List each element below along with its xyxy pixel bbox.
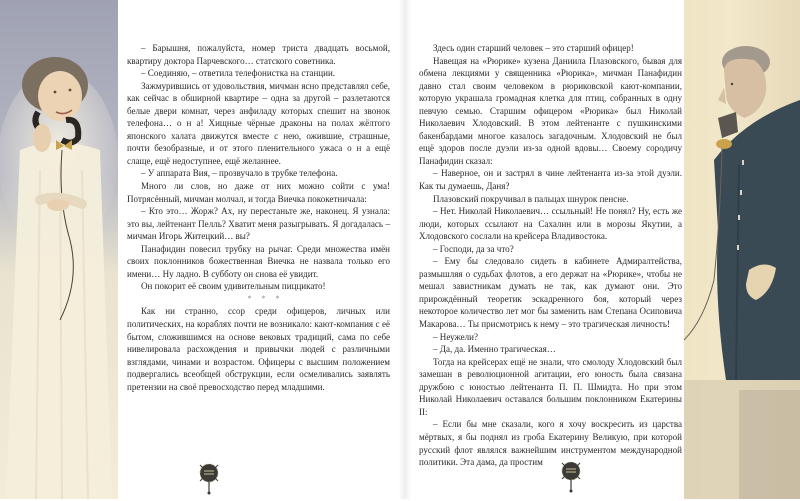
paragraph: – Нет. Николай Николаевич… ссыльный! Не понял? Ну, есть же люди, которых ссылают на Сахалин или в морозы Якутии, а Хлодовского сослали на крейсера Владивостока. <box>419 206 682 242</box>
paragraph: – Да, да. Именно трагическая… <box>433 344 556 355</box>
paragraph: – Наверное, он и застрял в чине лейтенанта из-за этой дуэли. Как ты думаешь, Даня? <box>419 168 682 192</box>
paragraph: Много ли слов, но даже от них можно сойти с ума! Потрясённый, мичман молчал, и тогда Виечка пококетничала: <box>127 181 390 204</box>
paragraph: – Господи, да за что? <box>433 243 514 254</box>
right-page-text <box>419 42 682 469</box>
paragraph: – Соединяю, – ответила телефонистка на станции. <box>141 68 336 79</box>
paragraph: Тогда на крейсерах ещё не знали, что смолоду Хлодовский был замешан в революционной агитации, его юность была связана дружбою с юностью лейтенанта П. П. Шмидта. Но при этом Николай Николаевич оставался большим поклонником Екатерины II: <box>419 356 682 417</box>
paragraph: Плазовский покручивал в пальцах шнурок пенсне. <box>433 193 629 204</box>
paragraph: – Кто это… Жорж? Ах, ну перестаньте же, наконец. Я узнала: это вы, лейтенант Пелль? Хватит меня разыгрывать. Я догадалась – мичман Игорь Житецкий… вы? <box>127 206 390 242</box>
paragraph: – У аппарата Вия, – прозвучало в трубке телефона. <box>141 168 338 179</box>
paragraph: Панафидин повесил трубку на рычаг. Среди множества имён своих поклонников божественная Виечка не назвала только его имени… Ну ладно. В субботу он снова её увидит. <box>127 243 390 279</box>
paragraph: Здесь один старший человек – это старший офицер! <box>433 43 634 53</box>
section-separator: * * * <box>247 293 284 303</box>
paragraph: – Если бы мне сказали, кого я хочу воскресить из царства мёртвых, я бы поднял из гроба Екатерину Великую, при которой русский флот являлся важнейшим инструментом международной политики. Эта дама, да простим <box>419 419 682 468</box>
paragraph: Зажмурившись от удовольствия, мичман ясно представлял себе, как сейчас в обширной квартире – одна за другой – разлетаются белые двери комнат, через анфиладу которых спешит на звонок телефона… о н а! Хищные чёрные драконы на полах жёлтого японского халата движутся вместе с нею, ожившие, страшные, почти безобразные, и от этого пленительного ужаса о н а ещё слаще, ещё недоступнее, ещё желаннее. <box>127 80 390 166</box>
paragraph: Как ни странно, ссор среди офицеров, личных или политических, на кораблях почти не возникало: кают-компания с её бытом, сложившимся на основе вековых традиций, сама по себе нивелировала расхождения и привычки людей с различными взглядами, чинами и возрастом. Офицеры с высшим положением подвергались всеобщей обструкции, если осмеливались заявлять претензии на своё превосходство перед младшими. <box>127 306 390 392</box>
page-ornament-icon <box>560 460 582 494</box>
officer-with-telephone-icon <box>684 0 800 499</box>
paragraph: – Ему бы следовало сидеть в кабинете Адмиралтейства, размышляя о судьбах флотов, а его держат на «Рюрике», чтобы не мешал завистникам думать не так, как думают они. Это прирождённый теоретик эскадренного боя, который через некоторое количество лет мог бы заменить нам Степана Осиповича Макарова… Ты присмотрись к нему – это трагическая личность! <box>419 256 682 330</box>
woman-with-telephone-icon <box>0 0 118 499</box>
paragraph: Навещая на «Рюрике» кузена Даниила Плазовского, бывая для обмена лекциями у священника «Рюрика», мичман Панафидин давно стал своим человеком в рюриковской кают-компании, которую украшала громадная клетка для птиц, собранных в одну певчую семью. Старшим офицером «Рюрика» был Николай Николаевич Хлодовский. В этом лейтенанте с пушкинскими бакенбардами многое казалось загадочным. Хлодовский не был ещё здоров после дуэли из-за одной вдовы… Своему сородичу Панафидин сказал: <box>419 55 682 166</box>
left-page-text <box>127 42 390 393</box>
paragraph: – Неужели? <box>433 331 479 342</box>
paragraph: – Барышня, пожалуйста, номер триста двадцать восьмой, квартиру доктора Парчевского… статского советника. <box>127 43 390 66</box>
book-gutter <box>398 0 412 499</box>
illustration-right <box>684 0 800 499</box>
page-ornament-icon <box>198 462 220 496</box>
paragraph: Он покорит её своим удивительным пиццикато! <box>141 281 326 292</box>
illustration-left <box>0 0 118 499</box>
